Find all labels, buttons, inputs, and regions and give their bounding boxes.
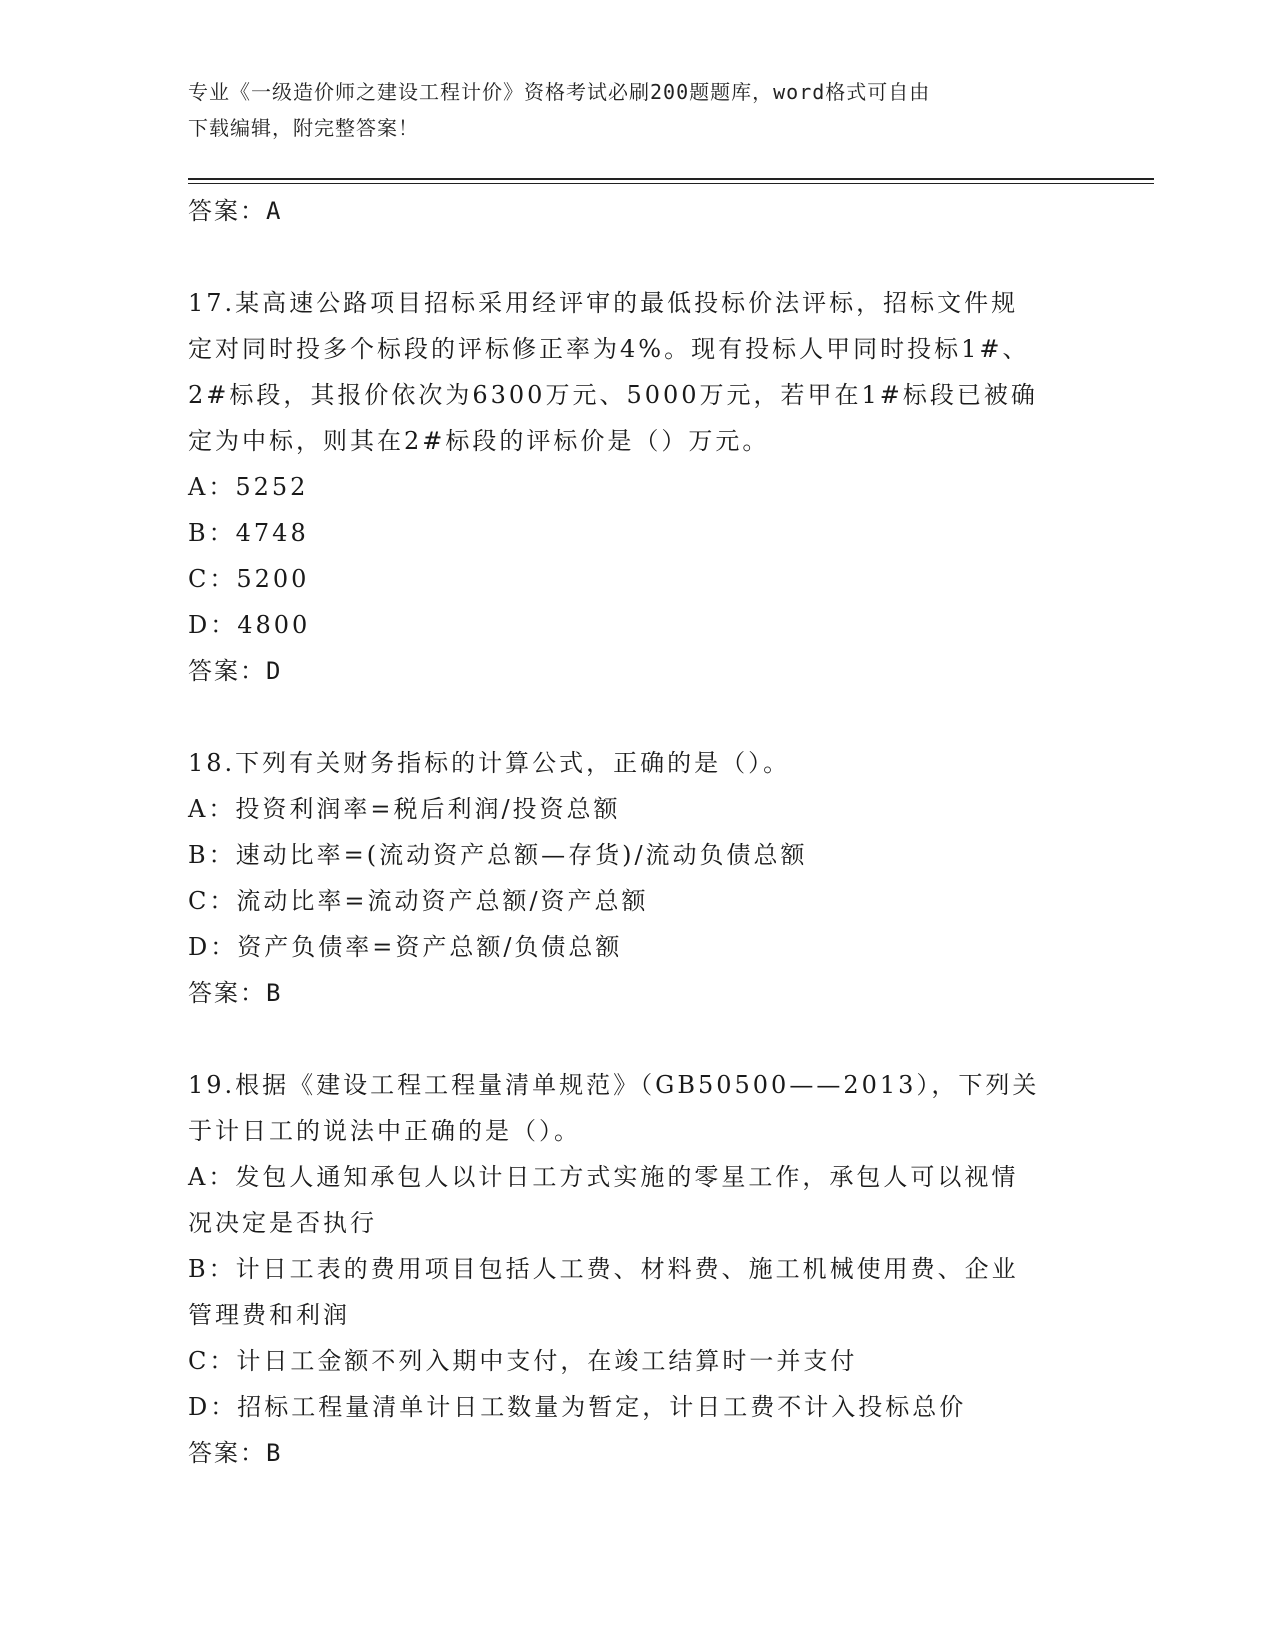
question-19-answer: 答案：B xyxy=(188,1439,283,1467)
question-18-option-a: A：投资利润率=税后利润/投资总额 xyxy=(188,795,621,823)
header-line-2: 下载编辑，附完整答案！ xyxy=(188,116,419,140)
answer-16: 答案：A xyxy=(188,197,283,225)
question-17 xyxy=(188,280,1088,694)
header-rule-thin xyxy=(188,183,1154,184)
question-19 xyxy=(188,1062,1088,1476)
question-18-answer: 答案：B xyxy=(188,979,283,1007)
question-19-option-d: D：招标工程量清单计日工数量为暂定，计日工费不计入投标总价 xyxy=(188,1393,967,1421)
question-17-line-4: 定为中标，则其在2#标段的评标价是（）万元。 xyxy=(188,427,770,455)
spacer xyxy=(188,694,1088,740)
question-18-line-1: 18.下列有关财务指标的计算公式，正确的是（）。 xyxy=(188,749,791,777)
question-19-option-b: B：计日工表的费用项目包括人工费、材料费、施工机械使用费、企业 xyxy=(188,1255,1019,1283)
question-19-option-a: A：发包人通知承包人以计日工方式实施的零星工作，承包人可以视情 xyxy=(188,1163,1019,1191)
question-17-line-2: 定对同时投多个标段的评标修正率为4%。现有投标人甲同时投标1#、 xyxy=(188,335,1030,363)
question-17-answer: 答案：D xyxy=(188,657,283,685)
question-18 xyxy=(188,740,1088,1016)
spacer xyxy=(188,1016,1088,1062)
header-rule-thick xyxy=(188,178,1154,180)
question-19-line-2: 于计日工的说法中正确的是（）。 xyxy=(188,1117,581,1145)
question-18-option-b: B：速动比率=(流动资产总额—存货)/流动负债总额 xyxy=(188,841,808,869)
question-18-option-d: D：资产负债率=资产总额/负债总额 xyxy=(188,933,623,961)
question-17-line-3: 2#标段，其报价依次为6300万元、5000万元，若甲在1#标段已被确 xyxy=(188,381,1038,409)
document-header xyxy=(188,74,1078,146)
question-17-option-b: B：4748 xyxy=(188,519,309,547)
question-17-option-c: C：5200 xyxy=(188,565,310,593)
question-17-option-d: D：4800 xyxy=(188,611,311,639)
question-17-line-1: 17.某高速公路项目招标采用经评审的最低投标价法评标，招标文件规 xyxy=(188,289,1019,317)
question-19-line-1: 19.根据《建设工程工程量清单规范》（GB50500——2013），下列关 xyxy=(188,1071,1040,1099)
question-19-option-c: C：计日工金额不列入期中支付，在竣工结算时一并支付 xyxy=(188,1347,858,1375)
question-18-option-c: C：流动比率=流动资产总额/资产总额 xyxy=(188,887,649,915)
document-body xyxy=(188,188,1088,1476)
header-line-1: 专业《一级造价师之建设工程计价》资格考试必刷200题题库，word格式可自由 xyxy=(188,80,931,104)
question-17-option-a: A：5252 xyxy=(188,473,309,501)
question-19-option-b-cont: 管理费和利润 xyxy=(188,1301,350,1329)
spacer xyxy=(188,234,1088,280)
question-19-option-a-cont: 况决定是否执行 xyxy=(188,1209,377,1237)
